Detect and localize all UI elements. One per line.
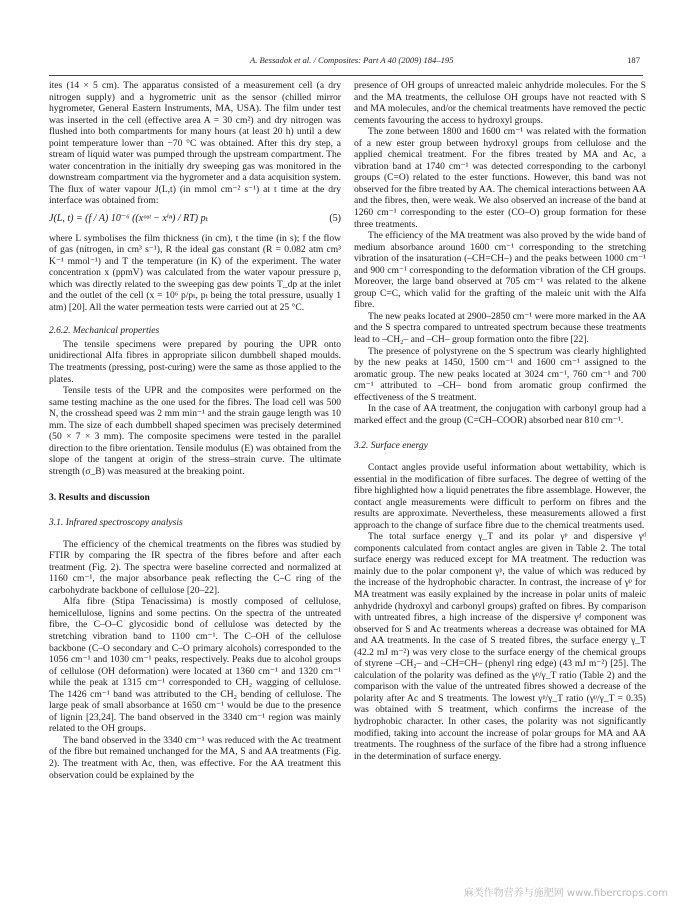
- header-rule: [49, 75, 643, 76]
- paragraph: The total surface energy γ_T and its polar γᵖ and dispersive γᵈ components calculated from contact angles are given in Table 2. The total surface energy was reduced except for MA treatment. The reduction was mainly due to the polar component γᵖ, the value of which was reduced by the increase of the hydrophobic character. In contrast, the increase of γᵖ for MA treatment was easily explained by the increase in polar units of maleic anhydride (hydroxyl and carbonyl groups) grafted on fibres. By comparison with untreated fibres, a high increase of the dispersive γᵈ component was observed for S and Ac treatments whereas a decrease was obtained for MA and AA treatments. In the case of S treated fibres, the surface energy γ_T (42.2 mJ m⁻²) was very close to the surface energy of the chemical groups of styrene –CH₂– and –CH=CH– (phenyl ring edge) (43 mJ m⁻²) [25]. The calculation of the polarity was defined as the γᵖ/γ_T ratio (Table 2) and the comparison with the value of the untreated fibres showed a decrease of the polarity after Ac and S treatments. The lowest γᵖ/γ_T ratio (γᵖ/γ_T = 0.35) was obtained with S treatment, which confirms the increase of the hydrophobic character. In other cases, the polarity was not significantly modified, taking into account the increase of polar groups for MA and AA treatments. The roughness of the surface of the fibre had a strong influence in the determination of surface energy.: [354, 531, 646, 762]
- paragraph: Contact angles provide useful information about wettability, which is essential in the modification of fibre surfaces. The degree of wetting of the fibre highlighted how a liquid penetrates the fibre assemblage. However, the contact angle measurements were difficult to perform on fibres and the results are approximate. Nevertheless, these measurements allowed a first approach to the change of surface fibre due to the chemical treatments used.: [354, 461, 646, 531]
- paragraph: The zone between 1800 and 1600 cm⁻¹ was related with the formation of a new ester group between hydroxyl groups from cellulose and the applied chemical treatment. For the fibres treated by MA and Ac, a vibration band at 1740 cm⁻¹ was detected corresponding to the carbonyl groups (C=O) related to the ester functions. However, this band was not observed for the fibre treated by AA. The chemical interactions between AA and the fibres, then, were weak. We also observed an increase of the band at 1260 cm⁻¹ corresponding to the ester (CO–O) group formation for these three treatments.: [354, 126, 646, 230]
- paragraph: where L symbolises the film thickness (in cm), t the time (in s); f the flow of gas (nitrogen, in cm³ s⁻¹), R the ideal gas constant (R = 0.082 atm cm³ K⁻¹ mmol⁻¹) and T the temperature (in K) of the experiment. The water concentration x (ppmV) was calculated from the water vapour pressure p, which was directly related to the sweeping gas dew points T_dp at the inlet and the outlet of the cell (x = 10⁶ p/pₜ, pₜ being the total pressure, usually 1 atm) [20]. All the water permeation tests were carried out at 25 °C.: [49, 232, 341, 313]
- paragraph: The efficiency of the chemical treatments on the fibres was studied by FTIR by comparing the IR spectra of the fibres before and after each treatment (Fig. 2). The spectra were baseline corrected and normalized at 1160 cm⁻¹, the major absorbance peak reflecting the C–C ring of the carbohydrate backbone of cellulose [20–22].: [49, 538, 341, 596]
- paragraph: The new peaks located at 2900–2850 cm⁻¹ were more marked in the AA and the S spectra compared to untreated spectrum because these treatments lead to –CH₂– and –CH– group formation onto the fibre [22].: [354, 310, 646, 346]
- running-head: A. Bessadok et al. / Composites: Part A 40 (2009) 184–195: [250, 55, 454, 65]
- paragraph: The presence of polystyrene on the S spectrum was clearly highlighted by the new peaks at 1450, 1500 cm⁻¹ and 1600 cm⁻¹ assigned to the aromatic group. The new peaks located at 3024 cm⁻¹, 760 cm⁻¹ and 700 cm⁻¹ attributed to –CH– bond from aromatic group confirmed the effectiveness of the S treatment.: [354, 345, 646, 403]
- equation-5: [49, 213, 341, 225]
- paragraph: In the case of AA treatment, the conjugation with carbonyl group had a marked effect and the group (C=CH–COOR) absorbed near 810 cm⁻¹.: [354, 403, 646, 426]
- paragraph: ites (14 × 5 cm). The apparatus consisted of a measurement cell (a dry nitrogen supply) and a hygrometric unit as the sensor (chilled mirror hygrometer, General Eastern Instruments, MA, USA). The film under test was inserted in the cell (effective area A = 30 cm²) and dry nitrogen was flushed into both compartments for many hours (at least 20 h) until a dew point temperature lower than −70 °C was obtained. After this dry step, a stream of liquid water was pumped through the upstream compartment. The water concentration in the initially dry sweeping gas was monitored in the downstream compartment via the hygrometer and a data acquisition system. The flux of water vapour J(L,t) (in mmol cm⁻² s⁻¹) at t time at the dry interface was obtained from:: [49, 80, 341, 207]
- watermark: 麻类作物营养与施肥网 www.fibercrops.com: [463, 888, 668, 899]
- equation-number: (5): [329, 213, 341, 225]
- paragraph: Alfa fibre (Stipa Tenacissima) is mostly composed of cellulose, hemicellulose, lignins and some pectins. On the spectra of the untreated fibre, the C–O–C glycosidic bond of cellulose was detected by the stretching vibration band to 1100 cm⁻¹. The C–OH of the cellulose backbone (C–O secondary and C–O primary alcohols) corresponded to the 1056 cm⁻¹ and 1030 cm⁻¹ peaks, respectively. Peaks due to alcohol groups of cellulose (OH deformation) were located at 1360 cm⁻¹ and 1320 cm⁻¹ while the peak at 1315 cm⁻¹ corresponded to CH₂ wagging of cellulose. The 1426 cm⁻¹ band was attributed to the CH₂ bending of cellulose. The large peak of small absorbance at 1650 cm⁻¹ would be due to the presence of lignin [23,24]. The band observed in the 3340 cm⁻¹ region was mainly related to the OH groups.: [49, 596, 341, 735]
- paragraph: The tensile specimens were prepared by pouring the UPR onto unidirectional Alfa fibres in appropriate silicon dumbbell shaped moulds. The treatments (pressing, post-curing) were the same as those applied to the plates.: [49, 338, 341, 385]
- section-heading-3: 3. Results and discussion: [49, 491, 150, 503]
- equation-body: J(L, t) = (f / A) 10⁻⁶ ((xᵒᵘᵗ − xⁱⁿ) / RT) pₜ: [49, 213, 209, 225]
- paragraph: The band observed in the 3340 cm⁻¹ was reduced with the Ac treatment of the fibre but remained unchanged for the MA, S and AA treatments (Fig. 2). The treatment with Ac, then, was effective. For the AA treatment this observation could be explained by the: [49, 734, 341, 781]
- section-heading-2-6-2: 2.6.2. Mechanical properties: [49, 325, 160, 337]
- page-number: 187: [627, 55, 640, 65]
- section-heading-3-1: 3.1. Infrared spectroscopy analysis: [49, 517, 183, 529]
- right-column: [354, 80, 646, 762]
- section-heading-3-2: 3.2. Surface energy: [354, 440, 428, 452]
- paragraph: presence of OH groups of unreacted maleic anhydride molecules. For the S and the MA treatments, the cellulose OH groups have not reacted with S and MA molecules, and/or the chemical treatments have removed the pectic cements favouring the access to hydroxyl groups.: [354, 80, 646, 126]
- left-column: [49, 80, 341, 781]
- paragraph: Tensile tests of the UPR and the composites were performed on the same testing machine as the one used for the fibres. The load cell was 500 N, the crosshead speed was 2 mm min⁻¹ and the strain gauge length was 10 mm. The size of each dumbbell shaped specimen was precisely determined (50 × 7 × 3 mm). The composite specimens were tested in the parallel direction to the fibre orientation. Tensile modulus (E) was obtained from the slope of the tangent at origin of the stress–strain curve. The ultimate strength (σ_B) was measured at the breaking point.: [49, 385, 341, 477]
- paragraph: The efficiency of the MA treatment was also proved by the wide band of medium absorbance around 1600 cm⁻¹ corresponding to the stretching vibration of the insaturation (–CH=CH–) and the peaks between 1000 cm⁻¹ and 900 cm⁻¹ corresponding to the deformation vibration of the CH groups. Moreover, the large band observed at 705 cm⁻¹ was related to the alkene group C=C, which valid for the grafting of the maleic unit with the Alfa fibre.: [354, 230, 646, 311]
